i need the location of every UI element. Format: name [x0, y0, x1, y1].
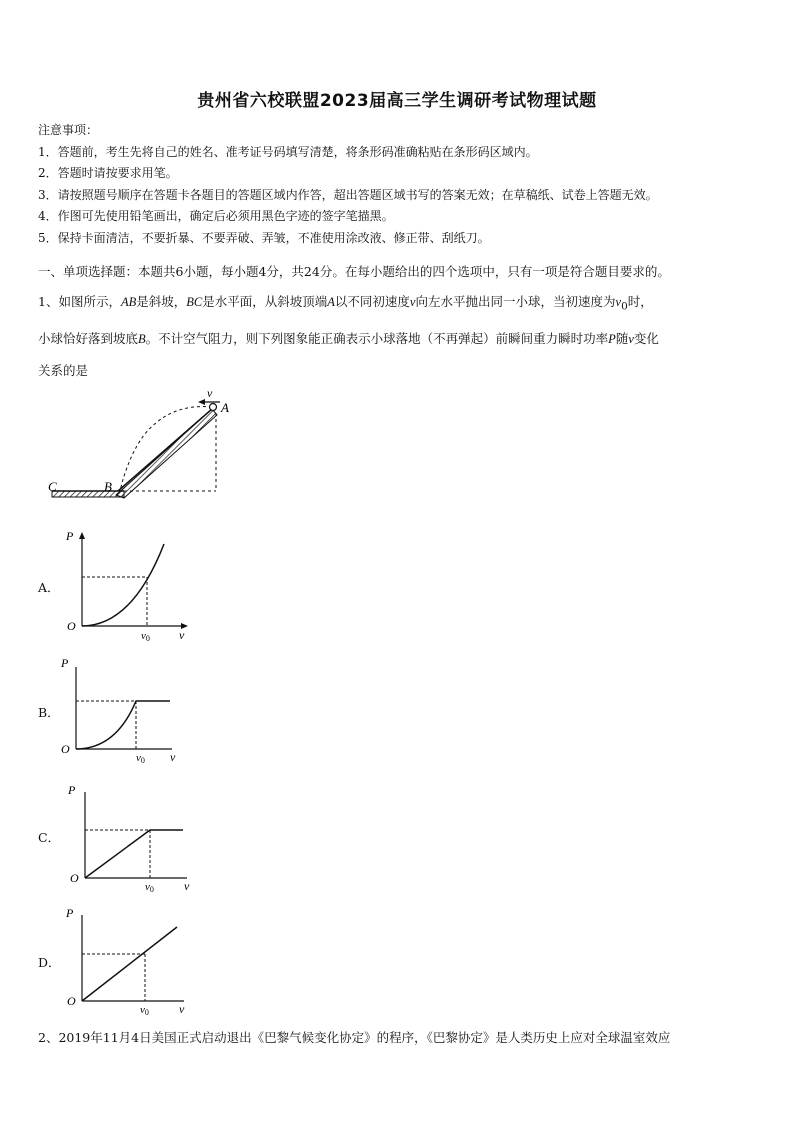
note-item: 4．作图可先使用铅笔画出，确定后必须用黑色字迹的签字笔描黑。	[38, 209, 394, 223]
curve	[82, 544, 164, 626]
q1-symbol: BC	[186, 295, 203, 309]
axis-label-v: v	[179, 1002, 185, 1016]
option-d-graph	[62, 905, 197, 1020]
axis-label-p: P	[68, 783, 76, 797]
option-a-label[interactable]: A．	[38, 580, 60, 595]
axis-label-p: P	[66, 529, 74, 543]
axis-label-v: v	[184, 879, 190, 893]
question-1	[38, 286, 756, 386]
note-item: 5．保持卡面清洁，不要折暴、不要弄破、弄皱，不准使用涂改液、修正带、刮纸刀。	[38, 230, 490, 245]
q1-subscript: 0	[621, 300, 628, 313]
ground-surface	[52, 491, 124, 497]
origin-label: O	[67, 619, 76, 633]
mark-v0: v0	[140, 1004, 149, 1017]
q1-symbol: P	[608, 331, 616, 346]
q1-text: 是斜坡，	[136, 294, 187, 309]
q1-symbol: AB	[120, 295, 137, 309]
origin-label: O	[67, 994, 76, 1008]
q1-text: 小球恰好落到坡底	[38, 330, 139, 346]
q1-symbol: v	[615, 295, 622, 309]
q1-symbol: v	[628, 331, 634, 346]
y-axis-arrow	[79, 532, 85, 539]
velocity-arrowhead	[198, 399, 205, 405]
q1-symbol: A	[327, 295, 335, 309]
section-heading: 一、单项选择题：本题共6小题，每小题4分，共24分。在每小题给出的四个选项中，只有一项是符合题目要求的。	[38, 264, 670, 279]
q1-text: 以不同初速度	[334, 294, 410, 309]
slope-figure	[40, 385, 230, 505]
slope-surface	[116, 409, 217, 498]
curve	[85, 830, 183, 878]
q1-text: 是水平面，从斜坡顶端	[202, 294, 328, 309]
label-a: A	[221, 400, 229, 415]
curve	[82, 927, 177, 1001]
option-d-label[interactable]: D．	[38, 955, 61, 970]
slope-line	[118, 409, 212, 491]
curve	[76, 701, 170, 749]
notes-heading: 注意事项：	[38, 123, 99, 137]
q1-text: 。不计空气阻力，则下列图象能正确表示小球落地（不再弹起）前瞬间重力瞬时功率	[145, 330, 609, 346]
option-c-label[interactable]: C．	[38, 830, 61, 845]
label-b: B	[104, 479, 112, 494]
q1-text: 随	[615, 330, 629, 346]
axis-label-v: v	[170, 750, 176, 764]
mark-v0: v0	[141, 630, 150, 643]
note-item: 1．答题前，考生先将自己的姓名、准考证号码填写清楚，将条形码准确粘贴在条形码区域内。	[38, 144, 538, 159]
mark-v0: v0	[145, 881, 154, 894]
axis-label-v: v	[179, 628, 185, 642]
label-c: C	[48, 479, 57, 494]
origin-label: O	[70, 871, 79, 885]
q1-text: 1、如图所示，	[38, 294, 121, 309]
option-a-graph	[62, 528, 192, 643]
page-title: 贵州省六校联盟2023届高三学生调研考试物理试题	[197, 91, 597, 111]
question-2: 2、2019年11月4日美国正式启动退出《巴黎气候变化协定》的程序，《巴黎协定》是人类历史上应对全球温室效应	[38, 1030, 671, 1045]
axis-label-p: P	[61, 656, 69, 670]
axis-label-p: P	[66, 906, 74, 920]
option-b-label[interactable]: B．	[38, 705, 60, 720]
q1-symbol: B	[138, 331, 146, 346]
note-item: 3．请按照题号顺序在答题卡各题目的答题区域内作答，超出答题区域书写的答案无效；在草稿纸、试卷上答题无效。	[38, 187, 658, 202]
option-c-graph	[65, 780, 200, 895]
question-1-line-2	[38, 323, 756, 355]
mark-v0: v0	[136, 752, 145, 765]
q1-text: 变化	[633, 330, 659, 346]
option-b-graph	[56, 653, 191, 768]
q1-symbol: v	[409, 295, 416, 309]
notes-block	[38, 120, 758, 249]
question-1-line-1	[38, 286, 756, 323]
ball	[210, 404, 217, 411]
note-item: 2．答题时请按要求用笔。	[38, 166, 178, 180]
question-1-line-3: 关系的是	[38, 362, 89, 378]
label-v: v	[207, 386, 213, 400]
q1-text: 时，	[627, 294, 653, 309]
origin-label: O	[61, 742, 70, 756]
q1-text: 向左水平抛出同一小球，当初速度为	[415, 294, 616, 309]
